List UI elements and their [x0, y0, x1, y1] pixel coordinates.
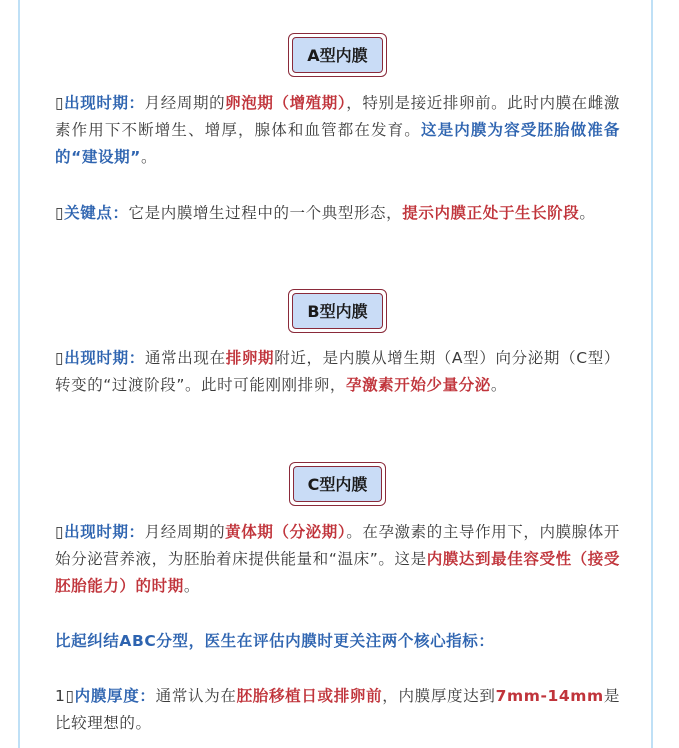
text-segment: 是比较理想的。: [55, 687, 621, 732]
period-label: 出现时期：: [64, 523, 145, 541]
keypoint-label: 关键点：: [64, 204, 129, 222]
left-border-line: [18, 0, 20, 748]
checkbox-glyph-icon: ▯: [55, 94, 65, 112]
right-border-line: [651, 0, 653, 748]
section-b-badge-label: B型内膜: [292, 293, 382, 329]
text-segment: ，特别是接近排卵前。此时内膜在雌激素作用下不断增生、增厚，腺体和血管都在发育。: [55, 94, 620, 139]
highlight-red: 内膜达到最佳容受性（接受胚胎能力）的时期: [55, 550, 620, 595]
text-segment: 。: [140, 148, 158, 166]
text-segment: 月经周期的: [144, 523, 226, 541]
text-segment: 通常出现在: [144, 349, 226, 367]
section-a-period-paragraph: [55, 90, 620, 171]
text-segment: 。: [183, 577, 200, 595]
summary-text: 比起纠结ABC分型，医生在评估内膜时更关注两个核心指标：: [55, 632, 495, 650]
summary-paragraph: [55, 628, 620, 655]
highlight-red: 排卵期: [225, 349, 275, 367]
checkbox-glyph-icon: ▯: [55, 523, 65, 541]
text-segment: 通常认为在: [155, 687, 237, 705]
section-a-keypoint-paragraph: [55, 200, 620, 227]
section-b-badge: [288, 289, 386, 333]
text-segment: 。: [490, 376, 507, 394]
checkbox-glyph-icon: ▯: [55, 204, 65, 222]
text-segment: 附近，是内膜从增生期（A型）向分泌期（C型）转变的“过渡阶段”。此时可能刚刚排卵，: [55, 349, 620, 394]
period-label: 出现时期：: [64, 94, 145, 112]
section-c-heading: [55, 462, 620, 506]
indicator-1-paragraph: [55, 683, 620, 737]
highlight-red: 胚胎移植日或排卵前: [236, 687, 383, 705]
section-a-badge-label: A型内膜: [292, 37, 382, 73]
section-a-badge: [288, 33, 386, 77]
highlight-red: 7mm-14mm: [495, 687, 604, 705]
list-number-glyph: 1▯: [55, 687, 75, 705]
section-b-heading: [55, 289, 620, 333]
text-segment: 它是内膜增生过程中的一个典型形态，: [128, 204, 403, 222]
text-segment: ，内膜厚度达到: [382, 687, 496, 705]
highlight-red: 提示内膜正处于生长阶段: [402, 204, 580, 222]
thickness-label: 内膜厚度：: [74, 687, 156, 705]
section-c-badge-label: C型内膜: [293, 466, 383, 502]
section-c-period-paragraph: [55, 519, 620, 600]
text-segment: 。在孕激素的主导作用下，内膜腺体开始分泌营养液，为胚胎着床提供能量和“温床”。这是: [55, 523, 620, 568]
section-c-badge: [289, 462, 387, 506]
highlight-red: 黄体期（分泌期）: [225, 523, 347, 541]
section-a-heading: [55, 33, 620, 77]
checkbox-glyph-icon: ▯: [55, 349, 65, 367]
section-b-period-paragraph: [55, 345, 620, 399]
period-label: 出现时期：: [64, 349, 145, 367]
text-segment: 月经周期的: [144, 94, 226, 112]
highlight-red: 卵泡期（增殖期）: [225, 94, 347, 112]
text-segment: 。: [579, 204, 596, 222]
highlight-red: 孕激素开始少量分泌: [345, 376, 491, 394]
highlight-blue: 这是内膜为容受胚胎做准备的“建设期”: [55, 121, 621, 166]
